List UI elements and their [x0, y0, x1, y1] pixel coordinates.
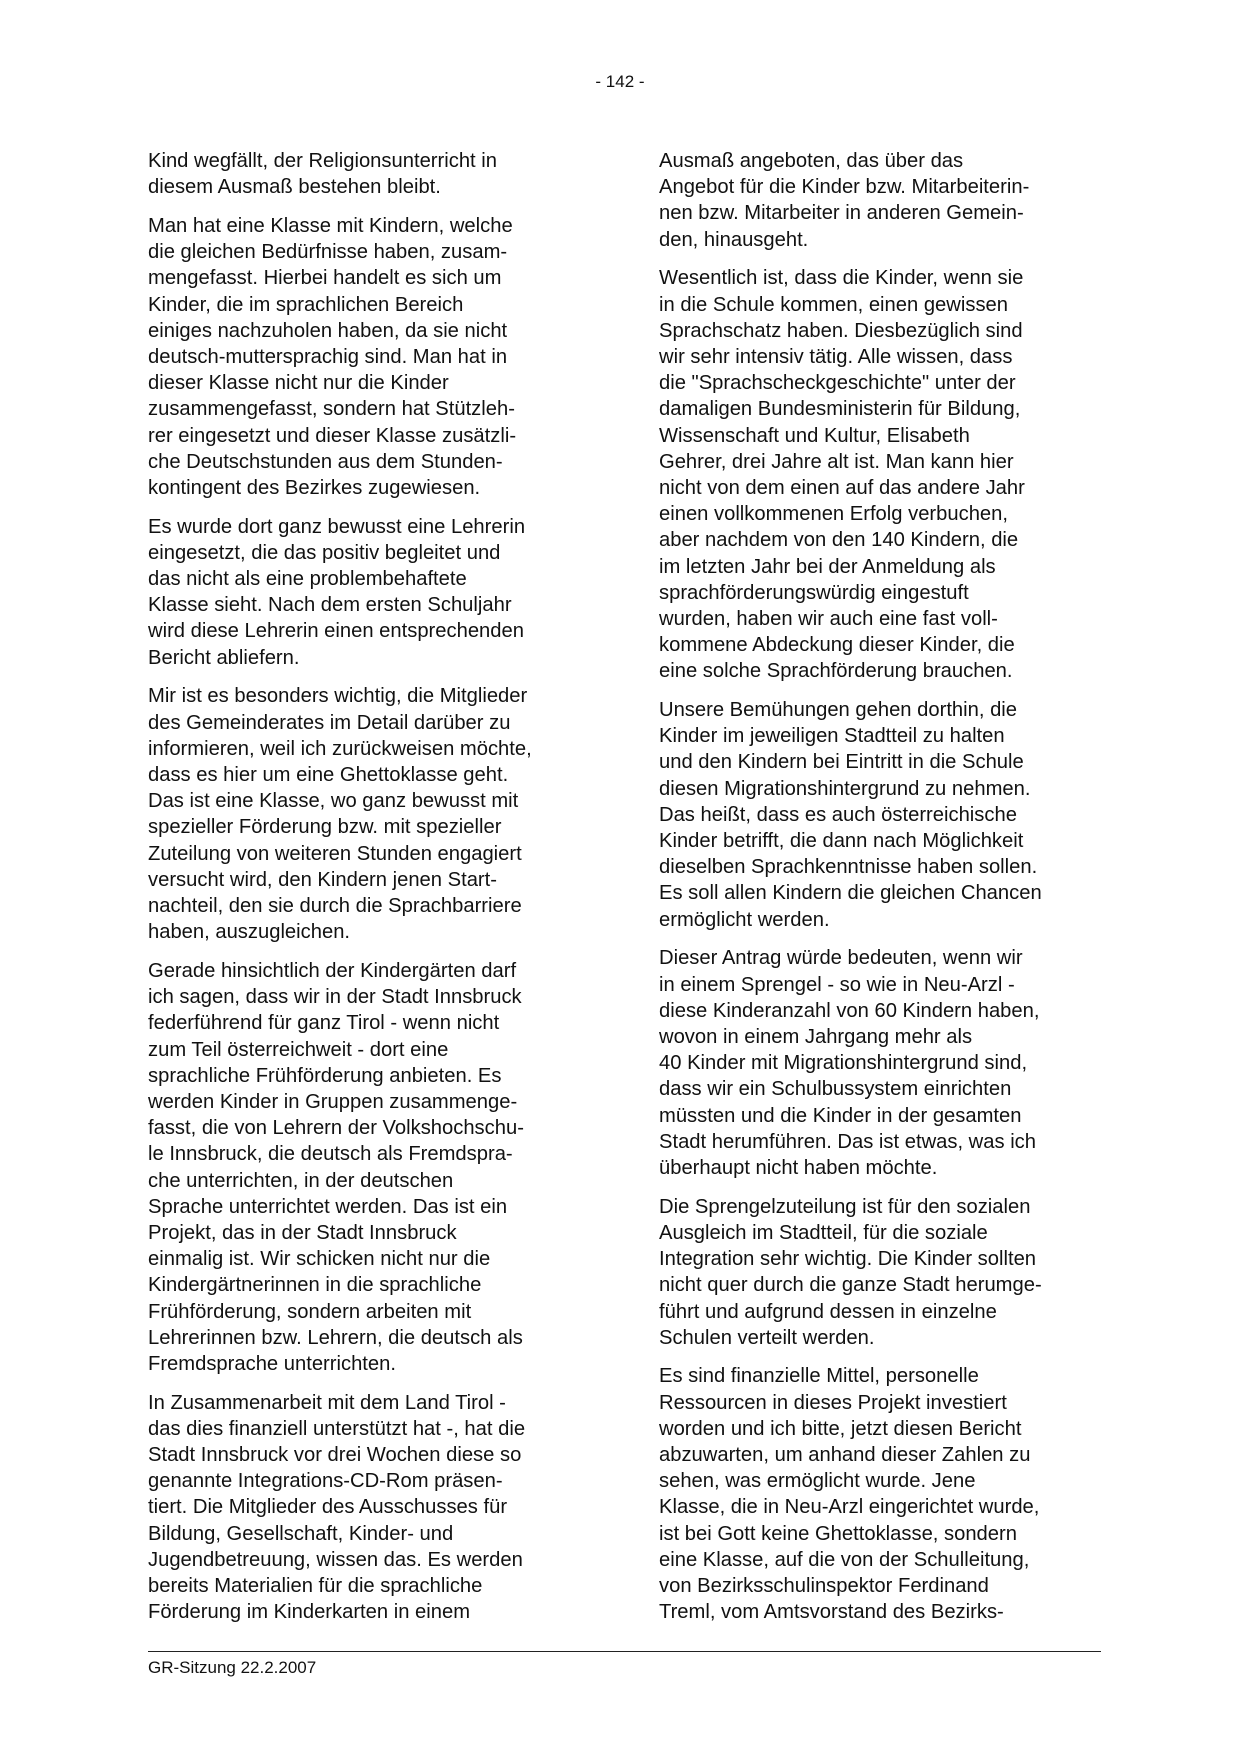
text-line: Dieser Antrag würde bedeuten, wenn wir	[659, 947, 1023, 970]
text-line: genannte Integrations-CD-Rom präsen-	[148, 1470, 503, 1493]
text-line: Mir ist es besonders wichtig, die Mitglieder	[148, 685, 528, 708]
text-line: abzuwarten, um anhand dieser Zahlen zu	[659, 1444, 1031, 1467]
text-line: wird diese Lehrerin einen entsprechenden	[148, 620, 524, 643]
text-line: Es sind finanzielle Mittel, personelle	[659, 1365, 979, 1388]
left-column	[148, 148, 593, 1638]
text-line: überhaupt nicht haben möchte.	[659, 1157, 938, 1180]
text-line: Kind wegfällt, der Religionsunterricht in	[148, 150, 497, 172]
text-line: Bildung, Gesellschaft, Kinder- und	[148, 1522, 454, 1545]
paragraph	[148, 958, 593, 1377]
right-column	[659, 148, 1104, 1638]
text-line: diesen Migrationshintergrund zu nehmen.	[659, 777, 1031, 800]
page-number: - 142 -	[595, 72, 645, 91]
text-line: in die Schule kommen, einen gewissen	[659, 293, 1008, 316]
text-line: des Gemeinderates im Detail darüber zu	[148, 711, 511, 734]
text-line: dass es hier um eine Ghettoklasse geht.	[148, 763, 509, 786]
text-line: Die Sprengelzuteilung ist für den sozialen	[659, 1195, 1031, 1218]
text-line: Klasse sieht. Nach dem ersten Schuljahr	[148, 594, 512, 617]
text-line: diese Kinderanzahl von 60 Kindern haben,	[659, 999, 1040, 1022]
text-line: müssten und die Kinder in der gesamten	[659, 1104, 1022, 1127]
text-line: aber nachdem von den 140 Kindern, die	[659, 529, 1019, 552]
paragraph	[148, 683, 593, 945]
text-line: ermöglicht werden.	[659, 908, 830, 931]
paragraph	[659, 697, 1104, 933]
text-line: damaligen Bundesministerin für Bildung,	[659, 398, 1021, 421]
text-line: In Zusammenarbeit mit dem Land Tirol -	[148, 1391, 506, 1414]
text-line: Man hat eine Klasse mit Kindern, welche	[148, 214, 513, 237]
text-line: Treml, vom Amtsvorstand des Bezirks-	[659, 1601, 1004, 1624]
text-line: Jugendbetreuung, wissen das. Es werden	[148, 1548, 523, 1571]
text-line: versucht wird, den Kindern jenen Start-	[148, 868, 497, 891]
text-line: Das heißt, dass es auch österreichische	[659, 803, 1017, 826]
text-line: fasst, die von Lehrern der Volkshochschu-	[148, 1117, 524, 1140]
text-line: deutsch-muttersprachig sind. Man hat in	[148, 345, 508, 368]
text-line: worden und ich bitte, jetzt diesen Bericht	[659, 1417, 1022, 1440]
text-line: eine solche Sprachförderung brauchen.	[659, 660, 1013, 683]
paragraph	[148, 514, 593, 671]
text-line: einmalig ist. Wir schicken nicht nur die	[148, 1248, 491, 1271]
text-line: Ausgleich im Stadtteil, für die soziale	[659, 1221, 988, 1244]
text-line: dass wir ein Schulbussystem einrichten	[659, 1078, 1012, 1101]
paragraph	[659, 1363, 1104, 1625]
text-line: werden Kinder in Gruppen zusammenge-	[148, 1090, 518, 1113]
text-line: che Deutschstunden aus dem Stunden-	[148, 450, 503, 473]
footer-divider	[148, 1651, 1101, 1652]
text-line: von Bezirksschulinspektor Ferdinand	[659, 1575, 989, 1598]
paragraph	[148, 213, 593, 501]
text-line: Kinder im jeweiligen Stadtteil zu halten	[659, 725, 1005, 748]
text-line: Es wurde dort ganz bewusst eine Lehrerin	[148, 515, 526, 538]
text-line: die gleichen Bedürfnisse haben, zusam-	[148, 241, 508, 264]
text-line: che unterrichten, in der deutschen	[148, 1169, 454, 1192]
text-line: le Innsbruck, die deutsch als Fremdspra-	[148, 1143, 513, 1166]
text-line: Das ist eine Klasse, wo ganz bewusst mit	[148, 790, 519, 813]
text-line: eingesetzt, die das positiv begleitet und	[148, 541, 501, 564]
text-line: sehen, was ermöglicht wurde. Jene	[659, 1470, 976, 1493]
text-line: einiges nachzuholen haben, da sie nicht	[148, 319, 508, 342]
text-line: Gehrer, drei Jahre alt ist. Man kann hier	[659, 450, 1014, 473]
text-line: Ressourcen in dieses Projekt investiert	[659, 1391, 1007, 1414]
text-line: nicht von dem einen auf das andere Jahr	[659, 476, 1025, 499]
text-line: Fremdsprache unterrichten.	[148, 1352, 396, 1375]
text-line: wir sehr intensiv tätig. Alle wissen, dass	[659, 345, 1013, 368]
text-line: Frühförderung, sondern arbeiten mit	[148, 1300, 472, 1323]
paragraph	[659, 1194, 1104, 1351]
paragraph	[659, 265, 1104, 684]
text-line: die "Sprachscheckgeschichte" unter der	[659, 372, 1016, 395]
text-line: zum Teil österreichweit - dort eine	[148, 1038, 449, 1061]
paragraph	[659, 148, 1104, 253]
text-line: Klasse, die in Neu-Arzl eingerichtet wurde,	[659, 1496, 1040, 1519]
text-line: das nicht als eine problembehaftete	[148, 568, 467, 591]
text-line: diesem Ausmaß bestehen bleibt.	[148, 176, 441, 199]
text-line: Integration sehr wichtig. Die Kinder sollten	[659, 1248, 1037, 1271]
text-line: informieren, weil ich zurückweisen möchte,	[148, 737, 532, 760]
text-line: sprachliche Frühförderung anbieten. Es	[148, 1064, 502, 1087]
text-line: tiert. Die Mitglieder des Ausschusses für	[148, 1496, 508, 1519]
text-line: das dies finanziell unterstützt hat -, hat die	[148, 1417, 526, 1440]
text-line: Schulen verteilt werden.	[659, 1326, 875, 1349]
text-line: in einem Sprengel - so wie in Neu-Arzl -	[659, 973, 1015, 996]
paragraph	[659, 945, 1104, 1181]
text-line: Zuteilung von weiteren Stunden engagiert	[148, 842, 522, 865]
text-line: Projekt, das in der Stadt Innsbruck	[148, 1221, 457, 1244]
text-line: dieselben Sprachkenntnisse haben sollen.	[659, 856, 1038, 879]
text-line: und den Kindern bei Eintritt in die Schule	[659, 751, 1024, 774]
text-line: Gerade hinsichtlich der Kindergärten darf	[148, 959, 517, 982]
text-line: kontingent des Bezirkes zugewiesen.	[148, 476, 481, 499]
text-line: Ausmaß angeboten, das über das	[659, 150, 964, 172]
text-line: sprachförderungswürdig eingestuft	[659, 581, 969, 604]
text-line: spezieller Förderung bzw. mit spezieller	[148, 816, 502, 839]
text-line: Stadt herumführen. Das ist etwas, was ich	[659, 1130, 1036, 1153]
text-line: zusammengefasst, sondern hat Stützleh-	[148, 398, 515, 421]
text-line: nen bzw. Mitarbeiter in anderen Gemein-	[659, 202, 1024, 225]
text-line: Förderung im Kinderkarten in einem	[148, 1601, 471, 1624]
paragraph	[148, 148, 593, 200]
text-line: ist bei Gott keine Ghettoklasse, sondern	[659, 1522, 1017, 1545]
text-line: Lehrerinnen bzw. Lehrern, die deutsch als	[148, 1326, 523, 1349]
text-line: wovon in einem Jahrgang mehr als	[659, 1026, 973, 1048]
paragraph	[148, 1390, 593, 1626]
text-line: Sprache unterrichtet werden. Das ist ein	[148, 1195, 508, 1218]
text-line: nicht quer durch die ganze Stadt herumge-	[659, 1274, 1042, 1297]
text-line: federführend für ganz Tirol - wenn nicht	[148, 1012, 500, 1035]
text-line: Stadt Innsbruck vor drei Wochen diese so	[148, 1444, 522, 1467]
text-line: mengefasst. Hierbei handelt es sich um	[148, 267, 502, 290]
text-line: Angebot für die Kinder bzw. Mitarbeiterin-	[659, 176, 1030, 199]
footer-session-date: GR-Sitzung 22.2.2007	[148, 1658, 317, 1677]
text-line: Wesentlich ist, dass die Kinder, wenn sie	[659, 267, 1024, 290]
text-line: führt und aufgrund dessen in einzelne	[659, 1300, 997, 1323]
text-line: dieser Klasse nicht nur die Kinder	[148, 372, 449, 395]
text-line: einen vollkommenen Erfolg verbuchen,	[659, 503, 1008, 526]
text-line: eine Klasse, auf die von der Schulleitung,	[659, 1548, 1030, 1571]
text-line: Bericht abliefern.	[148, 646, 300, 669]
text-line: 40 Kinder mit Migrationshintergrund sind,	[659, 1052, 1028, 1075]
text-line: Kinder betrifft, die dann nach Möglichkeit	[659, 830, 1024, 853]
text-line: Sprachschatz haben. Diesbezüglich sind	[659, 319, 1023, 342]
text-line: bereits Materialien für die sprachliche	[148, 1575, 483, 1598]
text-line: kommene Abdeckung dieser Kinder, die	[659, 634, 1015, 657]
text-line: haben, auszugleichen.	[148, 921, 351, 944]
text-line: Kindergärtnerinnen in die sprachliche	[148, 1274, 482, 1297]
text-line: wurden, haben wir auch eine fast voll-	[659, 607, 998, 630]
text-line: im letzten Jahr bei der Anmeldung als	[659, 555, 996, 578]
text-line: nachteil, den sie durch die Sprachbarriere	[148, 894, 522, 917]
text-line: Wissenschaft und Kultur, Elisabeth	[659, 424, 970, 447]
text-line: ich sagen, dass wir in der Stadt Innsbruck	[148, 986, 522, 1009]
text-line: rer eingesetzt und dieser Klasse zusätzli-	[148, 424, 517, 447]
text-line: Kinder, die im sprachlichen Bereich	[148, 293, 464, 316]
text-line: Unsere Bemühungen gehen dorthin, die	[659, 699, 1018, 722]
text-line: den, hinausgeht.	[659, 228, 809, 251]
text-line: Es soll allen Kindern die gleichen Chancen	[659, 882, 1042, 905]
